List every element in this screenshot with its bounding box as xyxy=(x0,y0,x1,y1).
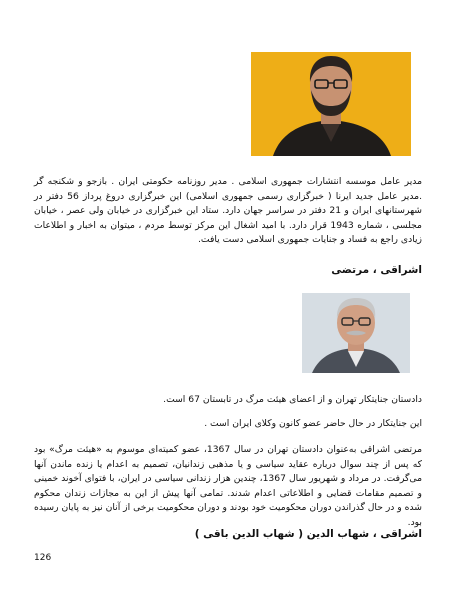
biography-paragraph-2b: این جنایتکار در حال حاضر عضو کانون وکلای ایران است . xyxy=(204,418,422,429)
portrait-2-image xyxy=(302,293,410,373)
biography-paragraph-2c: مرتضی اشراقی به‌عنوان دادستان تهران در سال 1367، عضو کمیته‌ای موسوم به «هیئت مرگ» بود که پس از چند سوال درباره عقاید سیاسی و یا مذهبی زندانیان، تصمیم به اعدام یا زنده ماندن آنها می‌گرفت. در مرداد و شهریور سال 1367، چندین هزار زندانی سیاسی در ایران، با فتوای آخوند خمینی و تصمیم مقامات قضایی و اطلاعاتی اعدام شدند. تمامی آنها پیش از این به مجازات زندان محکوم شده و در حال گذراندن دوران محکومیت خود بودند و دوران محکومیت برخی از آنان نیز به پایان رسیده بود. xyxy=(34,444,422,528)
person-name-heading-1: اشراقی ، مرتضی xyxy=(331,264,422,276)
portrait-photo-2 xyxy=(302,293,410,373)
portrait-photo-1 xyxy=(251,52,411,156)
portrait-1-image xyxy=(251,52,411,156)
biography-paragraph-2a: دادستان جنایتکار تهران و از اعضای هیئت مرگ در تابستان 67 است. xyxy=(163,394,422,405)
person-name-heading-2: اشراقی ، شهاب الدین ( شهاب الدین باقی ) xyxy=(194,528,422,540)
page-number: 126 xyxy=(34,553,52,563)
biography-paragraph-1: مدیر عامل موسسه انتشارات جمهوری اسلامی . مدیر روزنامه حکومتی ایران . بازجو و شکنجه گر .مدیر عامل جدید ایرنا ( خبرگزاری رسمی جمهوری اسلامی) این خبرگزاری دروغ پرداز 56 دفتر در شهرستانهای ایران و 21 دفتر در سراسر جهان دارد. ستاد این خبرگزاری در خیابان ولی عصر ، خیابان مجلسی ، شماره 1943 قرار دارد. با امید اشغال این مرکز توسط مردم ، میتوان به اخبار و اطلاعات زیادی راجع به فساد و جنایات جمهوری اسلامی دست یافت. xyxy=(34,176,423,246)
